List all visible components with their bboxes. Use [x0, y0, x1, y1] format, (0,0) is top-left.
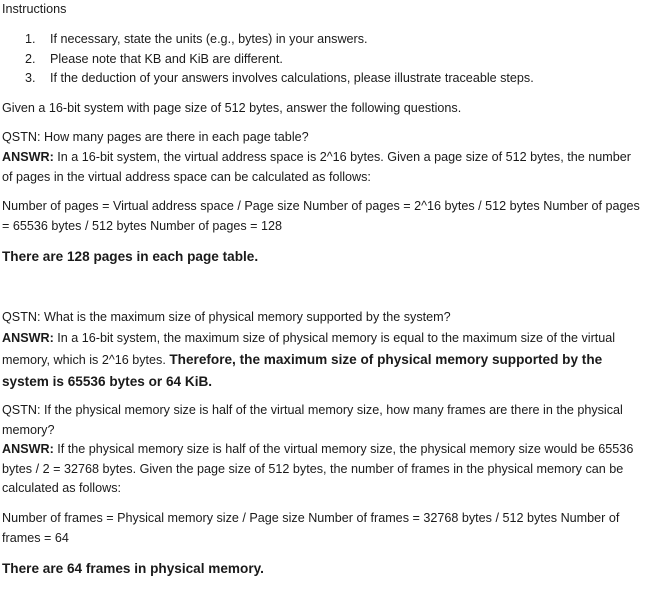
- instructions-list: [0, 30, 534, 89]
- instructions-title: Instructions: [2, 2, 67, 16]
- q3-answer-text: If the physical memory size is half of the virtual memory size, the physical memory size would be 65536 bytes / 2 = 32768 bytes. Given the page size of 512 bytes, the number of frames in the physical memory can be calculated as follows:: [2, 442, 634, 495]
- instruction-number: 3.: [25, 71, 36, 85]
- given-statement: Given a 16-bit system with page size of 512 bytes, answer the following questions.: [2, 101, 462, 115]
- q2-answer-text: In a 16-bit system, the maximum size of physical memory is equal to the maximum size of the virtual memory, which is 2^16 bytes.: [2, 331, 616, 367]
- instruction-item: [0, 50, 534, 70]
- q2-answer-conclusion: Therefore, the maximum size of physical memory supported by the system is 65536 bytes or 64 KiB.: [2, 352, 603, 389]
- q3-answer-label: ANSWR:: [2, 442, 54, 456]
- instruction-text: If the deduction of your answers involves calculations, please illustrate traceable steps.: [50, 71, 534, 85]
- instruction-number: 1.: [25, 32, 36, 46]
- q3-answer: [2, 440, 640, 499]
- instruction-item: [0, 30, 534, 50]
- instruction-text: If necessary, state the units (e.g., bytes) in your answers.: [50, 32, 368, 46]
- q2-answer: [2, 328, 640, 393]
- q1-conclusion: There are 128 pages in each page table.: [2, 249, 259, 264]
- q1-answer: [2, 148, 640, 187]
- q1-question: QSTN: How many pages are there in each page table?: [2, 130, 309, 144]
- q3-calculation: Number of frames = Physical memory size / Page size Number of frames = 32768 bytes / 512 bytes Number of frames = 64: [2, 511, 620, 545]
- q1-answer-text: In a 16-bit system, the virtual address space is 2^16 bytes. Given a page size of 512 bytes, the number of pages in the virtual address space can be calculated as follows:: [2, 150, 631, 184]
- q3-conclusion: There are 64 frames in physical memory.: [2, 561, 264, 576]
- q1-answer-label: ANSWR:: [2, 150, 54, 164]
- q2-answer-label: ANSWR:: [2, 331, 54, 345]
- instruction-number: 2.: [25, 51, 36, 66]
- q2-question: QSTN: What is the maximum size of physical memory supported by the system?: [2, 310, 451, 324]
- q3-question: QSTN: If the physical memory size is half of the virtual memory size, how many frames are there in the physical memory?: [2, 403, 623, 437]
- instruction-text: Please note that KB and KiB are different.: [50, 51, 283, 66]
- instruction-item: [0, 69, 534, 89]
- q1-calculation: Number of pages = Virtual address space / Page size Number of pages = 2^16 bytes / 512 bytes Number of pages = 65536 bytes / 512 bytes Number of pages = 128: [2, 199, 640, 233]
